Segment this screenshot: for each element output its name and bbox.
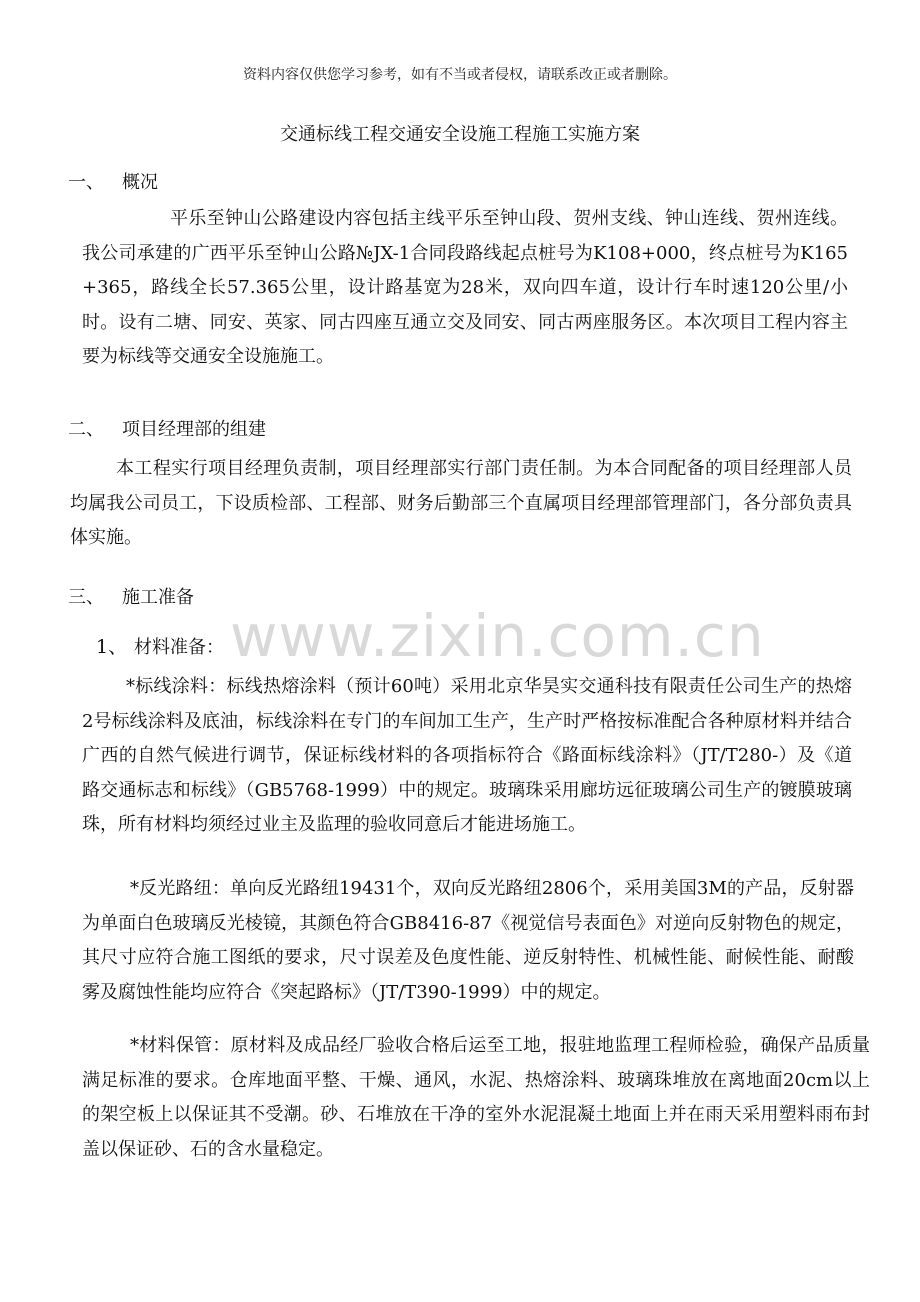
section-heading-2 [68, 415, 266, 441]
section-title: 概况 [122, 172, 158, 193]
section-1-paragraph: 平乐至钟山公路建设内容包括主线平乐至钟山段、贺州支线、钟山连线、贺州连线。我公司承建的广西平乐至钟山公路№JX-1合同段路线起点桩号为K108+000，终点桩号为K165+365，路线全长57.365公里，设计路基宽为28米，双向四车道，设计行车时速120公里/小时。设有二塘、同安、英家、同古四座互通立交及同安、同古两座服务区。本次项目工程内容主要为标线等交通安全设施施工。 [82, 208, 848, 367]
section-number: 三、 [68, 587, 104, 608]
watermark: www.zixin.com.cn [230, 602, 765, 670]
materials-coating-paragraph: *标线涂料：标线热熔涂料（预计60吨）采用北京华昊实交通科技有限责任公司生产的热熔2号标线涂料及底油，标线涂料在专门的车间加工生产，生产时严格按标准配合各种原材料并结合广西的自然气候进行调节，保证标线材料的各项指标符合《路面标线涂料》（JT/T280-）及《道路交通标志和标线》（GB5768-1999）中的规定。玻璃珠采用廊坊远征玻璃公司生产的镀膜玻璃珠，所有材料均须经过业主及监理的验收同意后才能进场施工。 [82, 676, 852, 835]
section-number: 一、 [68, 172, 104, 193]
section-heading-1 [68, 168, 158, 194]
sub-title: 材料准备： [134, 637, 224, 658]
reflector-paragraph: *反光路纽：单向反光路纽19431个，双向反光路纽2806个，采用美国3M的产品，反射器为单面白色玻璃反光棱镜，其颜色符合GB8416-87《视觉信号表面色》对逆向反射物色的规定，其尺寸应符合施工图纸的要求，尺寸误差及色度性能、逆反射特性、机械性能、耐候性能、耐酸雾及腐蚀性能均应符合《突起路标》（JT/T390-1999）中的规定。 [82, 878, 854, 1003]
section-title: 项目经理部的组建 [122, 419, 266, 440]
sub-heading-materials [96, 632, 224, 659]
sub-number: 1、 [96, 636, 128, 658]
document-title: 交通标线工程交通安全设施工程施工实施方案 [280, 124, 640, 145]
section-2-paragraph: 本工程实行项目经理负责制，项目经理部实行部门责任制。为本合同配备的项目经理部人员均属我公司员工，下设质检部、工程部、财务后勤部三个直属项目经理部管理部门，各分部负责具体实施。 [70, 458, 852, 548]
section-heading-3 [68, 583, 194, 609]
section-number: 二、 [68, 419, 104, 440]
material-storage-paragraph: *材料保管：原材料及成品经厂验收合格后运至工地，报驻地监理工程师检验，确保产品质量满足标准的要求。仓库地面平整、干燥、通风，水泥、热熔涂料、玻璃珠堆放在离地面20cm以上的架空板上以保证其不受潮。砂、石堆放在干净的室外水泥混凝土地面上并在雨天采用塑料雨布封盖以保证砂、石的含水量稳定。 [82, 1035, 870, 1160]
copyright-notice: 资料内容仅供您学习参考，如有不当或者侵权，请联系改正或者删除。 [243, 67, 677, 83]
section-title: 施工准备 [122, 587, 194, 608]
